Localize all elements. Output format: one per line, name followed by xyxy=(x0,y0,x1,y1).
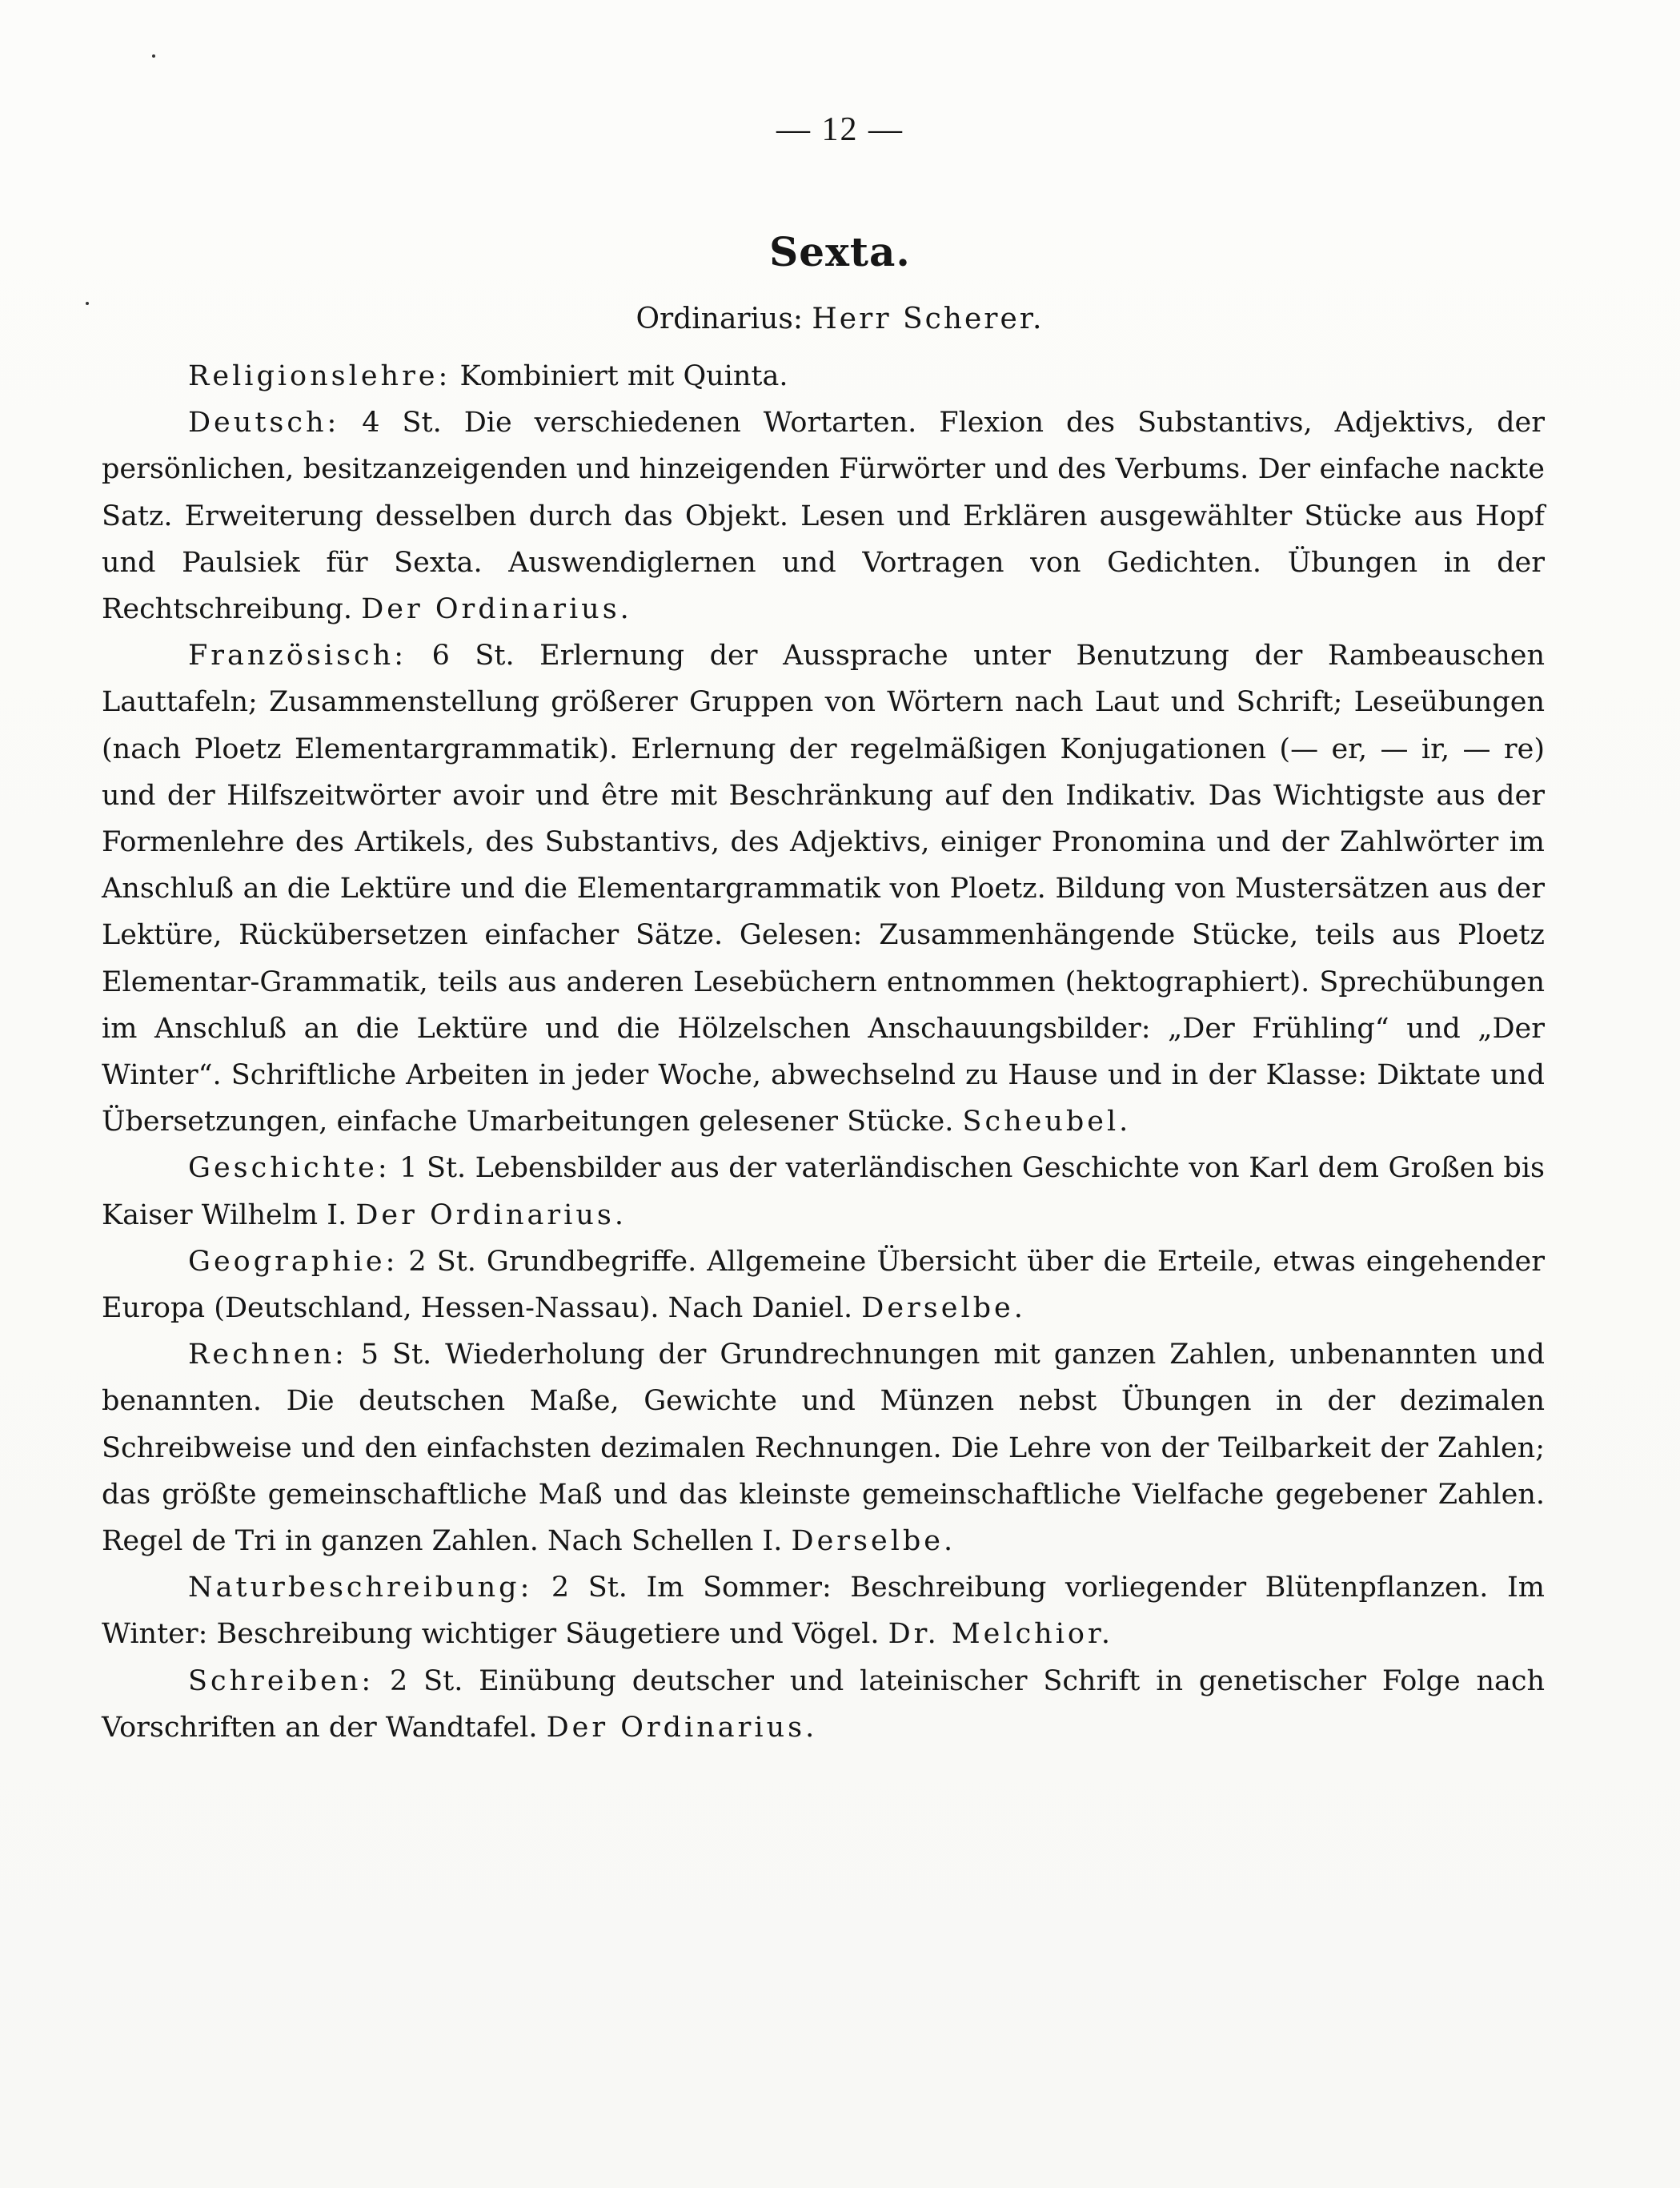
subject-text: 1 St. Lebensbilder aus der vaterländischen Geschichte von Karl dem Großen bis Kaiser Wilhelm I. xyxy=(102,1152,1545,1231)
paragraph-franzoesisch xyxy=(102,632,1545,1145)
subject-title: Rechnen: xyxy=(188,1339,347,1371)
speck-mark xyxy=(152,54,155,58)
subject-text: 2 St. Einübung deutscher und lateinischer Schrift in genetischer Folge nach Vorschriften an der Wandtafel. xyxy=(102,1664,1545,1744)
subject-text: Kombiniert mit Quinta. xyxy=(451,360,788,392)
section-heading: Sexta. xyxy=(769,228,911,275)
subject-teacher: Der Ordinarius. xyxy=(361,593,632,626)
subject-text: 6 St. Erlernung der Aussprache unter Benutzung der Rambeauschen Lauttafeln; Zusammenstellung größerer Gruppen von Wörtern nach Laut und Schrift; Leseübungen (nach Ploetz Elementargrammatik). Erlernung der regelmäßigen Konjugationen (— er, — ir, — re) und der Hilfszeitwörter avoir und être mit Beschränkung auf den Indikativ. Das Wichtigste aus der Formenlehre des Artikels, des Substantivs, des Adjektivs, einiger Pronomina und der Zahlwörter im Anschluß an die Lektüre und die Elementargrammatik von Ploetz. Bildung von Mustersätzen aus der Lektüre, Rückübersetzen einfacher Sätze. Gelesen: Zusammenhängende Stücke, teils aus Ploetz Elementar-Grammatik, teils aus anderen Lesebüchern entnommen (hektographiert). Sprechübungen im Anschluß an die Lektüre und die Hölzelschen Anschauungsbilder: „Der Frühling“ und „Der Winter“. Schriftliche Arbeiten in jeder Woche, abwechselnd zu Hause und in der Klasse: Diktate und Übersetzungen, einfache Umarbeitungen gelesener Stücke. xyxy=(102,640,1545,1138)
paragraph-schreiben xyxy=(102,1658,1545,1751)
paragraph-geschichte xyxy=(102,1145,1545,1238)
subject-teacher: Derselbe. xyxy=(861,1292,1026,1325)
paragraph-naturbeschreibung xyxy=(102,1564,1545,1657)
paragraph-rechnen xyxy=(102,1331,1545,1564)
subject-title: Geographie: xyxy=(188,1245,399,1278)
subject-title: Geschichte: xyxy=(188,1152,391,1185)
subject-teacher: Der Ordinarius. xyxy=(355,1198,627,1231)
subject-title: Naturbeschreibung: xyxy=(188,1572,533,1604)
subject-title: Schreiben: xyxy=(188,1664,375,1697)
paragraph-deutsch xyxy=(102,399,1545,632)
subject-title: Religionslehre: xyxy=(188,360,451,392)
paragraph-geographie xyxy=(102,1239,1545,1331)
subject-teacher: Der Ordinarius. xyxy=(546,1711,818,1744)
ordinarius-name: Herr Scherer. xyxy=(812,303,1044,335)
paragraph-religion xyxy=(102,353,1545,399)
subject-teacher: Derselbe. xyxy=(791,1525,956,1558)
subject-teacher: Scheubel. xyxy=(962,1106,1132,1138)
ordinarius-label: Ordinarius: xyxy=(636,303,803,335)
subject-text: 4 St. Die verschiedenen Wortarten. Flexion des Substantivs, Adjektivs, der persönlichen, besitzanzeigenden und hinzeigenden Fürwörter und des Verbums. Der einfache nackte Satz. Erweiterung desselben durch das Objekt. Lesen und Erklären ausgewählter Stücke aus Hopf und Paulsiek für Sexta. Auswendiglernen und Vortragen von Gedichten. Übungen in der Rechtschreibung. xyxy=(102,407,1545,626)
page-number: — 12 — xyxy=(776,111,904,148)
subject-title: Deutsch: xyxy=(188,407,340,440)
subject-text: 2 St. Grundbegriffe. Allgemeine Übersicht über die Erteile, etwas eingehender Europa (Deutschland, Hessen-Nassau). Nach Daniel. xyxy=(102,1245,1545,1325)
subject-teacher: Dr. Melchior. xyxy=(888,1618,1113,1651)
subject-text: 2 St. Im Sommer: Beschreibung vorliegender Blütenpflanzen. Im Winter: Beschreibung wichtiger Säugetiere und Vögel. xyxy=(102,1572,1545,1651)
subject-title: Französisch: xyxy=(188,640,407,672)
ordinarius-line xyxy=(0,303,1680,335)
curriculum-body xyxy=(102,353,1545,1751)
subject-text: 5 St. Wiederholung der Grundrechnungen mit ganzen Zahlen, unbenannten und benannten. Die deutschen Maße, Gewichte und Münzen nebst Übungen in der dezimalen Schreibweise und den einfachsten dezimalen Rechnungen. Die Lehre von der Teilbarkeit der Zahlen; das größte gemeinschaftliche Maß und das kleinste gemeinschaftliche Vielfache gegebener Zahlen. Regel de Tri in ganzen Zahlen. Nach Schellen I. xyxy=(102,1339,1545,1558)
